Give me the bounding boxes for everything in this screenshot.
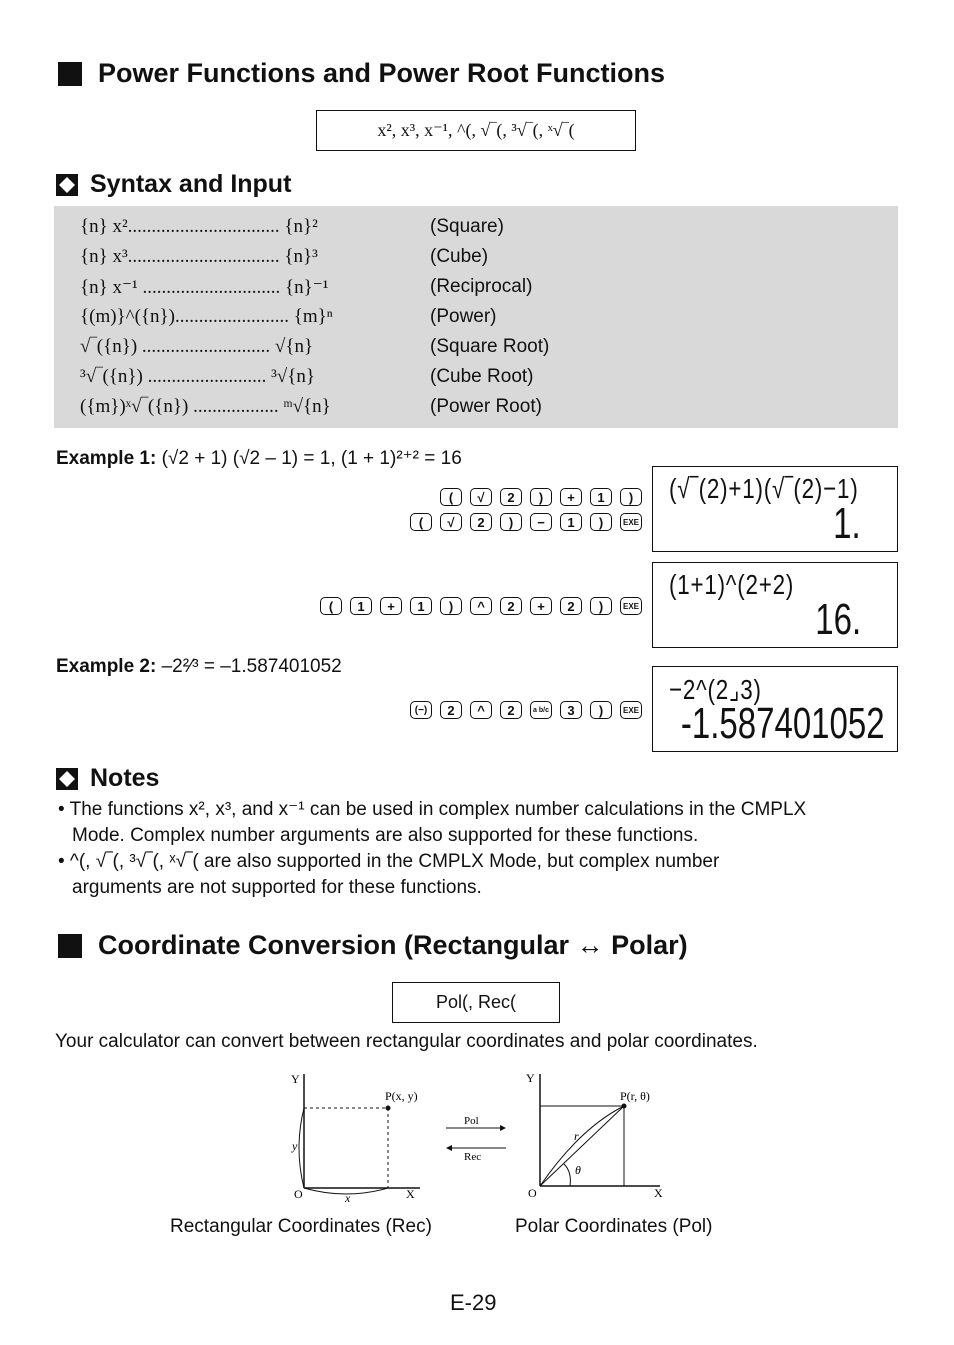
axis-y-label: Y [291, 1072, 300, 1086]
syntax-desc: (Square Root) [430, 336, 550, 357]
calc-key: 1 [590, 488, 612, 506]
section-square-icon [58, 934, 82, 958]
coord-functions-box [392, 982, 560, 1023]
y-length-label: y [292, 1139, 298, 1153]
syntax-text: √‾({n}) ........................... √{n} [80, 336, 314, 357]
calc-key: + [560, 488, 582, 506]
origin-label: O [528, 1186, 537, 1200]
calc-key: 2 [470, 513, 492, 531]
calc-key: 3 [560, 701, 582, 719]
section-title-text: Coordinate Conversion (Rectangular ↔ Polar) [98, 930, 688, 960]
calc-key: ) [530, 488, 552, 506]
axis-x-label: X [406, 1187, 415, 1201]
syntax-row [80, 212, 504, 242]
calc-key: ) [620, 488, 642, 506]
notes-list [58, 797, 918, 901]
diamond-bracket-icon [56, 174, 78, 196]
section-title-coord [58, 930, 688, 961]
calc-key: 1 [350, 597, 372, 615]
syntax-desc: (Square) [430, 216, 504, 237]
syntax-row [80, 362, 534, 392]
arrow-pol-label: Pol [464, 1115, 479, 1127]
calc-key: 2 [560, 597, 582, 615]
lcd-line1: (√‾(2)+1)(√‾(2)−1) [669, 473, 859, 504]
example1-heading [56, 446, 462, 472]
subsection-title-text: Notes [90, 764, 160, 792]
functions-box-text: Pol(, Rec( [435, 992, 516, 1012]
point-rect-label: P(x, y) [385, 1089, 418, 1103]
calc-key: ( [410, 513, 432, 531]
subsection-title-notes [56, 764, 159, 793]
calc-key: ) [590, 513, 612, 531]
keyseq-b [320, 597, 642, 615]
syntax-row [80, 392, 542, 422]
x-length-label: x [345, 1191, 351, 1205]
syntax-text: {n} x⁻¹ ............................. {n}⁻¹ [80, 276, 329, 298]
syntax-text: {(m)}^({n})........................ {m}ⁿ [80, 306, 333, 327]
coord-intro: Your calculator can convert between rectangular coordinates and polar coordinates. [55, 1031, 758, 1052]
functions-box-text: x², x³, x⁻¹, ^(, √‾(, ³√‾(, ˣ√‾( [377, 120, 575, 140]
calc-key: ( [440, 488, 462, 506]
syntax-text: {n} x²................................ {n}² [80, 216, 318, 237]
syntax-desc: (Reciprocal) [430, 276, 533, 297]
syntax-desc: (Cube) [430, 246, 489, 267]
calc-key: √ [440, 513, 462, 531]
axis-y-label: Y [526, 1071, 535, 1085]
keyseq-a1 [440, 488, 642, 506]
arrow-rec-label: Rec [464, 1151, 482, 1163]
axis-x-label: X [654, 1186, 663, 1200]
coordinate-diagram [280, 1068, 680, 1208]
calc-key: ^ [470, 597, 492, 615]
section-square-icon [58, 62, 82, 86]
lcd-line1: (1+1)^(2+2) [669, 569, 795, 600]
calc-key: 1 [410, 597, 432, 615]
calc-key: EXE [620, 597, 642, 615]
note-line: • ^(, √‾(, ³√‾(, ˣ√‾( are also supported in the CMPLX Mode, but complex number [58, 851, 720, 872]
calc-key: 1 [560, 513, 582, 531]
calc-key: ) [440, 597, 462, 615]
section-title-text: Power Functions and Power Root Functions [98, 58, 666, 88]
lcd-display-a [652, 466, 898, 552]
example1-label: Example 1: [56, 448, 157, 469]
example2-label: Example 2: [56, 656, 157, 677]
example1-text: (√2 + 1) (√2 – 1) = 1, (1 + 1)²⁺² = 16 [161, 448, 462, 469]
lcd-display-b [652, 562, 898, 648]
note-line: arguments are not supported for these functions. [72, 877, 482, 898]
syntax-text: ({m})ˣ√‾({n}) .................. ᵐ√{n} [80, 396, 331, 417]
point-polar-label: P(r, θ) [620, 1089, 650, 1103]
calc-key: ( [320, 597, 342, 615]
syntax-row [80, 272, 532, 302]
calc-key: ^ [470, 701, 492, 719]
page-number: E-29 [450, 1290, 497, 1315]
power-functions-box [316, 110, 636, 151]
origin-label: O [294, 1187, 303, 1201]
syntax-row [80, 332, 549, 362]
calc-key: + [380, 597, 402, 615]
calc-key: − [530, 513, 552, 531]
caption-rect: Rectangular Coordinates (Rec) [170, 1216, 432, 1237]
calc-key: (−) [410, 701, 432, 719]
calc-key: EXE [620, 513, 642, 531]
calc-key: ) [590, 597, 612, 615]
lcd-line2: -1.587401052 [681, 699, 885, 748]
syntax-text: ³√‾({n}) ......................... ³√{n} [80, 366, 315, 387]
calc-key: ) [500, 513, 522, 531]
section-title-power [58, 58, 665, 89]
example2-text: –2²⁄³ = –1.587401052 [161, 656, 342, 677]
lcd-line2: 1. [833, 499, 861, 548]
note-line: Mode. Complex number arguments are also supported for these functions. [72, 825, 699, 846]
example2-heading [56, 654, 342, 680]
lcd-line1: −2^(2⌟3) [669, 674, 762, 705]
calc-key: 2 [440, 701, 462, 719]
calc-key: 2 [500, 597, 522, 615]
note-line: • The functions x², x³, and x⁻¹ can be used in complex number calculations in the CMPLX [58, 799, 807, 820]
calc-key: + [530, 597, 552, 615]
theta-label: θ [575, 1163, 581, 1177]
syntax-desc: (Cube Root) [430, 366, 534, 387]
diamond-bracket-icon [56, 768, 78, 790]
calc-key: a b/c [530, 701, 552, 719]
calc-key: EXE [620, 701, 642, 719]
syntax-row [80, 242, 488, 272]
calc-key: 2 [500, 488, 522, 506]
syntax-row [80, 302, 497, 332]
caption-polar: Polar Coordinates (Pol) [515, 1216, 713, 1237]
syntax-desc: (Power) [430, 306, 497, 327]
lcd-display-c [652, 666, 898, 752]
calc-key: 2 [500, 701, 522, 719]
calc-key: √ [470, 488, 492, 506]
subsection-title-text: Syntax and Input [90, 170, 292, 198]
keyseq-c [410, 701, 642, 719]
r-label: r [574, 1129, 579, 1143]
syntax-table [54, 206, 898, 428]
syntax-text: {n} x³................................ {n}³ [80, 246, 318, 267]
lcd-line2: 16. [815, 595, 861, 644]
keyseq-a2 [410, 513, 642, 531]
syntax-desc: (Power Root) [430, 396, 542, 417]
calc-key: ) [590, 701, 612, 719]
subsection-title-syntax [56, 170, 291, 199]
